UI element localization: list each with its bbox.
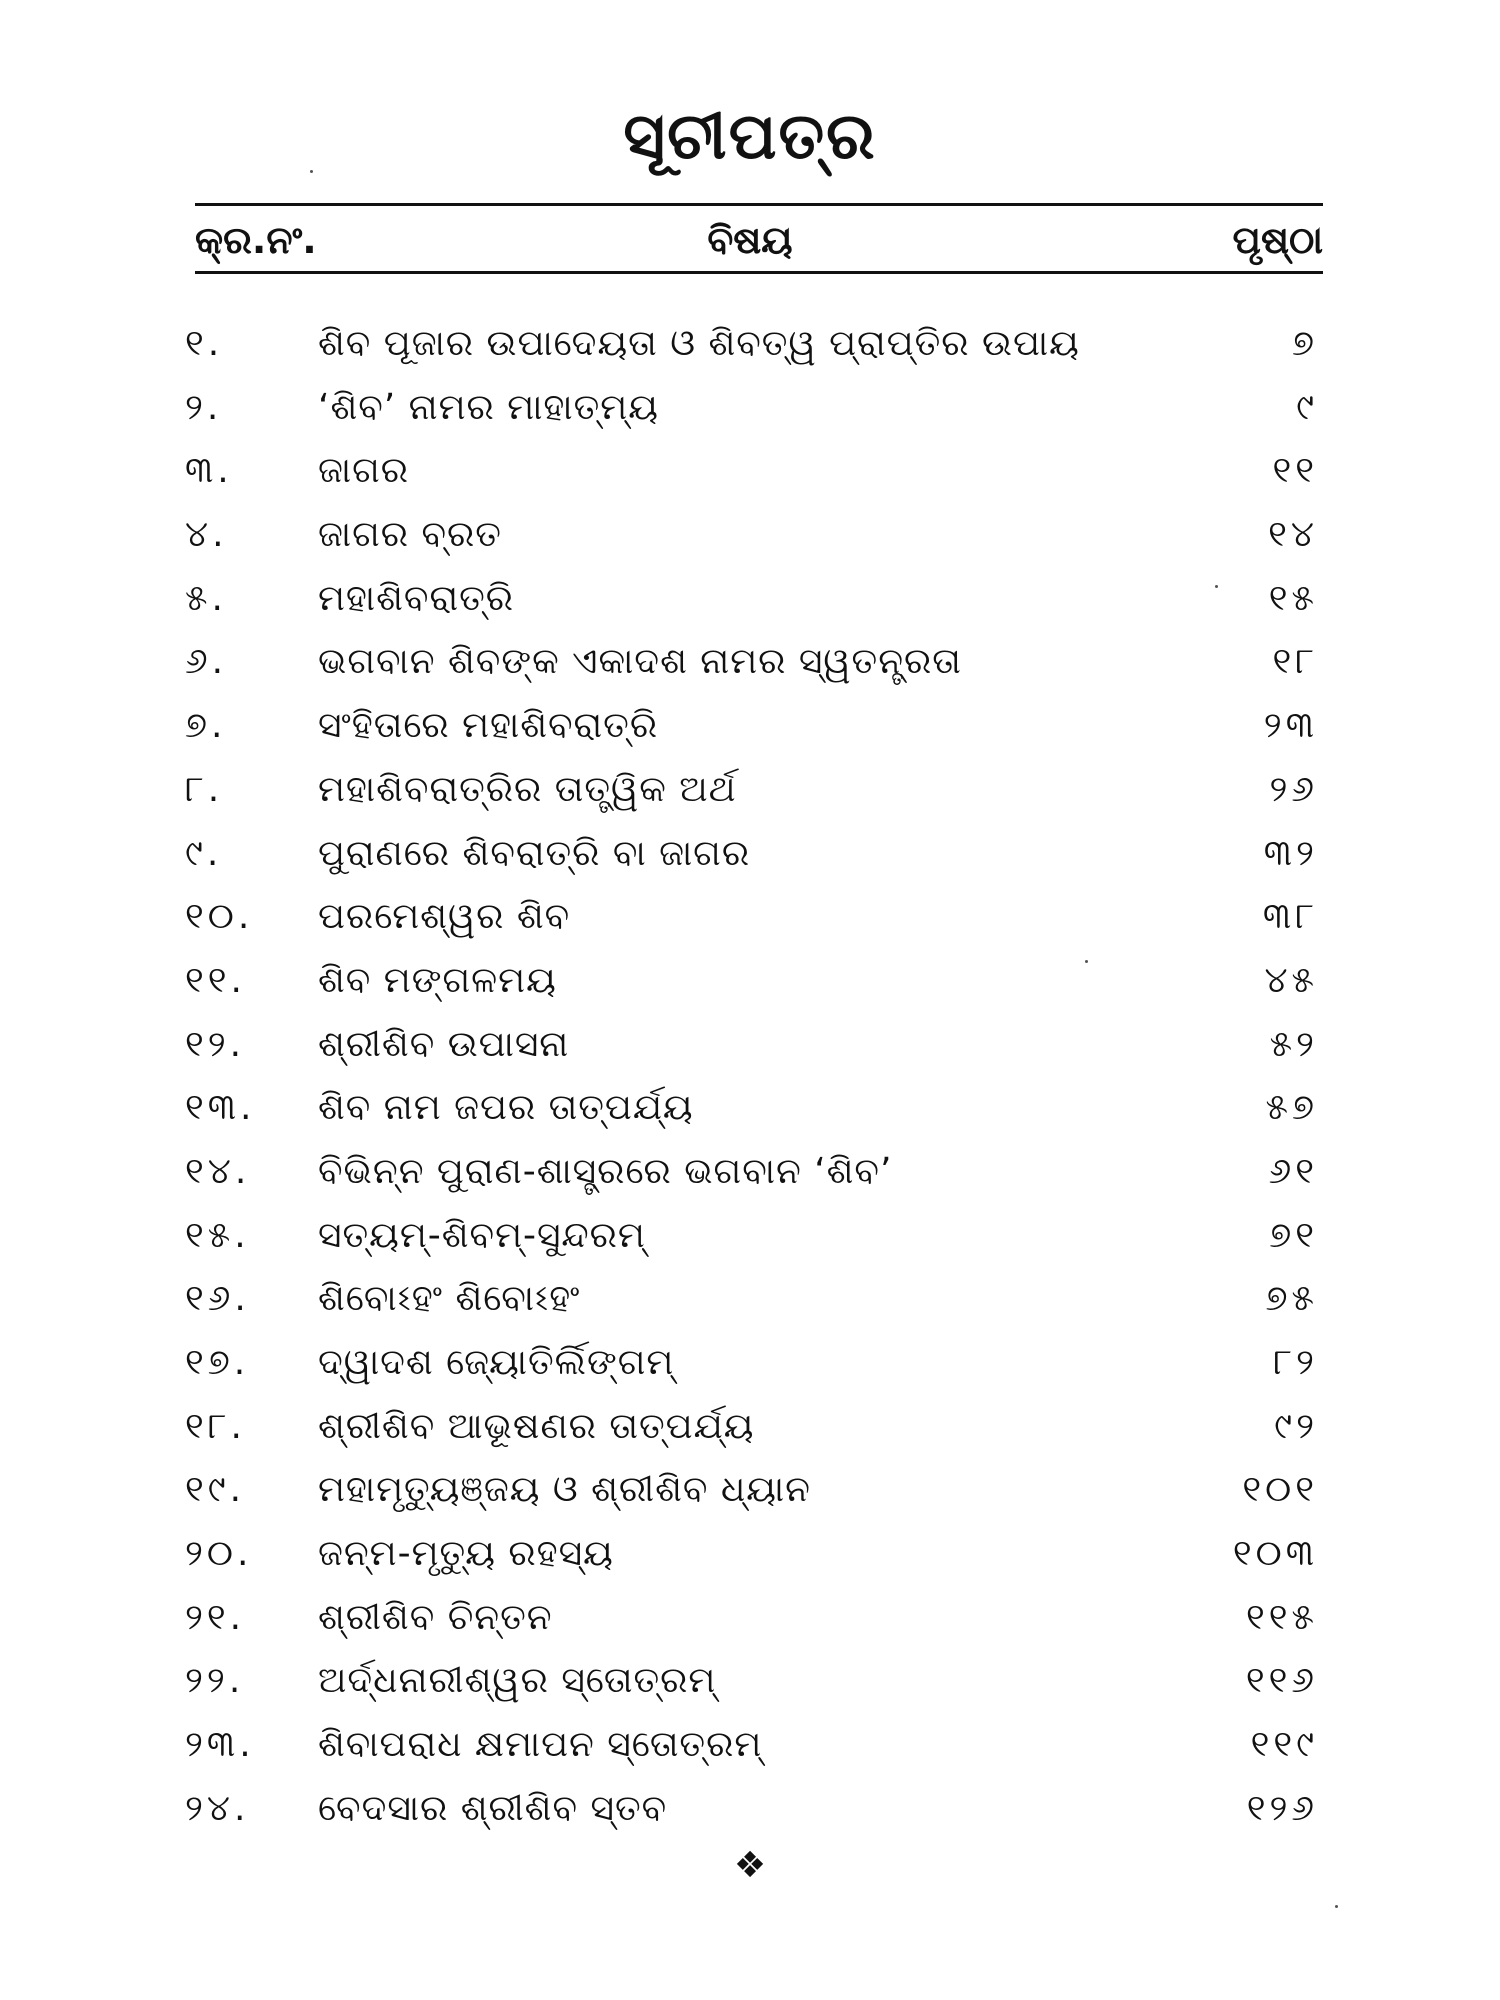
toc-row	[0, 567, 1500, 631]
toc-entry-number: ୮.	[185, 768, 224, 810]
toc-entry-page: ୧୮	[1272, 641, 1318, 683]
toc-row	[0, 1458, 1500, 1522]
header-page: ପୃଷ୍ଠା	[1232, 218, 1323, 262]
toc-row	[0, 1076, 1500, 1140]
toc-row	[0, 630, 1500, 694]
toc-entry-number: ୧୭.	[185, 1342, 250, 1383]
toc-entry-page: ୪୫	[1264, 959, 1318, 1001]
toc-entry-subject: ମହାମୃତ୍ୟୁଞ୍ଜୟ ଓ ଶ୍ରୀଶିବ ଧ୍ୟାନ	[318, 1469, 811, 1511]
toc-entry-number: ୨୨.	[185, 1660, 245, 1702]
toc-entry-subject: ଜାଗର ବ୍ରତ	[318, 514, 502, 556]
toc-row	[0, 758, 1500, 822]
toc-entry-page: ୧୦୧	[1242, 1469, 1318, 1511]
header-bottom-rule	[195, 271, 1323, 274]
toc-entry-number: ୫.	[185, 577, 227, 619]
toc-entry-page: ୧୦୩	[1232, 1533, 1318, 1575]
toc-entry-page: ୯୨	[1274, 1405, 1318, 1447]
toc-entry-page: ୧୫	[1268, 577, 1318, 619]
toc-entry-number: ୧୪.	[185, 1150, 251, 1192]
toc-row	[0, 1140, 1500, 1204]
toc-row	[0, 1267, 1500, 1331]
toc-entry-subject: ବେଦସାର ଶ୍ରୀଶିବ ସ୍ତବ	[318, 1787, 668, 1829]
footer-ornament-icon: ❖	[733, 1845, 767, 1886]
paper-speck	[310, 170, 313, 173]
toc-entry-number: ୧୯.	[185, 1469, 246, 1511]
toc-entry-page: ୧୧୯	[1250, 1724, 1318, 1766]
paper-speck	[1085, 960, 1088, 963]
toc-entry-subject: ଶିବାପରାଧ କ୍ଷମାପନ ସ୍ତୋତ୍ରମ୍	[318, 1724, 763, 1766]
toc-entry-page: ୩୨	[1263, 832, 1318, 874]
toc-row	[0, 439, 1500, 503]
toc-entry-number: ୧୮.	[185, 1405, 246, 1447]
page-title: ସୂଚୀପତ୍ର	[623, 100, 877, 174]
toc-entry-page: ୯	[1296, 386, 1318, 428]
header-top-rule	[195, 203, 1323, 206]
toc-entry-subject: ମହାଶିବରାତ୍ରି	[318, 577, 515, 619]
toc-entry-subject: ଶିବୋଽହଂ ଶିବୋଽହଂ	[318, 1278, 581, 1320]
toc-entry-number: ୧୨.	[185, 1023, 246, 1065]
toc-row	[0, 694, 1500, 758]
toc-entry-subject: ଶିବ ନାମ ଜପର ତାତ୍ପର୍ଯ୍ୟ	[318, 1087, 694, 1129]
toc-entry-number: ୧.	[185, 323, 224, 364]
toc-entry-page: ୧୧୫	[1246, 1596, 1318, 1638]
toc-entry-number: ୨୪.	[185, 1787, 250, 1829]
toc-entry-subject: ଶ୍ରୀଶିବ ଆଭୂଷଣର ତାତ୍ପର୍ଯ୍ୟ	[318, 1405, 755, 1447]
toc-row	[0, 1586, 1500, 1650]
toc-entry-subject: ମହାଶିବରାତ୍ରିର ତାତ୍ତ୍ୱିକ ଅର୍ଥ	[318, 768, 737, 810]
toc-entry-subject: ବିଭିନ୍ନ ପୁରାଣ-ଶାସ୍ତ୍ରରେ ଭଗବାନ ‘ଶିବ’	[318, 1150, 893, 1192]
toc-row	[0, 1331, 1500, 1395]
toc-entry-subject: ଶ୍ରୀଶିବ ଚିନ୍ତନ	[318, 1596, 553, 1638]
toc-entry-page: ୭୧	[1269, 1214, 1318, 1256]
toc-row	[0, 376, 1500, 440]
toc-entry-page: ୨୩	[1263, 705, 1318, 747]
toc-entry-number: ୨୦.	[185, 1533, 253, 1575]
toc-entry-number: ୧୧.	[185, 959, 246, 1001]
toc-entry-subject: ସଂହିତାରେ ମହାଶିବରାତ୍ରି	[318, 705, 659, 747]
toc-entry-page: ୩୮	[1262, 896, 1318, 938]
paper-speck	[1335, 1905, 1338, 1908]
toc-entry-number: ୩.	[185, 450, 233, 492]
toc-entry-number: ୧୫.	[185, 1214, 250, 1256]
toc-entry-page: ୮୨	[1273, 1342, 1318, 1383]
toc-row	[0, 1204, 1500, 1268]
header-subject: ବିଷୟ	[707, 218, 793, 262]
toc-entry-subject: ଶିବ ପୂଜାର ଉପାଦେୟତା ଓ ଶିବତ୍ୱ ପ୍ରାପ୍ତିର ଉପାୟ	[318, 323, 1080, 364]
toc-row	[0, 885, 1500, 949]
toc-entry-number: ୧୦.	[185, 896, 254, 938]
toc-entry-page: ୫୭	[1265, 1087, 1318, 1129]
toc-entry-number: ୨୩.	[185, 1724, 255, 1766]
paper-speck	[1215, 585, 1218, 588]
toc-entry-number: ୧୩.	[185, 1087, 256, 1129]
toc-entry-page: ୧୧୬	[1245, 1660, 1318, 1702]
toc-entry-subject: ପରମେଶ୍ୱର ଶିବ	[318, 896, 571, 938]
toc-entry-page: ୧୧	[1272, 450, 1318, 492]
toc-entry-number: ୨.	[185, 386, 223, 428]
toc-entry-subject: ଶିବ ମଙ୍ଗଳମୟ	[318, 959, 557, 1001]
toc-row	[0, 1713, 1500, 1777]
toc-entry-page: ୭୫	[1265, 1278, 1318, 1320]
toc-entry-number: ୬.	[185, 641, 228, 683]
toc-row	[0, 503, 1500, 567]
toc-entry-number: ୭.	[185, 705, 227, 747]
toc-entry-subject: ଶ୍ରୀଶିବ ଉପାସନା	[318, 1023, 570, 1065]
toc-row	[0, 312, 1500, 376]
toc-row	[0, 949, 1500, 1013]
toc-entry-subject: ସତ୍ୟମ୍-ଶିବମ୍-ସୁନ୍ଦରମ୍	[318, 1214, 646, 1256]
toc-row	[0, 1522, 1500, 1586]
toc-entry-page: ୬୧	[1268, 1150, 1318, 1192]
toc-entry-subject: ଜନ୍ମ-ମୃତ୍ୟୁ ରହସ୍ୟ	[318, 1533, 614, 1575]
toc-entry-page: ୭	[1291, 323, 1318, 364]
toc-entry-number: ୨୧.	[185, 1596, 246, 1638]
toc-entry-page: ୧୨୬	[1246, 1787, 1318, 1829]
toc-entry-number: ୧୬.	[185, 1278, 250, 1320]
toc-list	[0, 312, 1500, 1841]
toc-entry-subject: ଭଗବାନ ଶିବଙ୍କ ଏକାଦଶ ନାମର ସ୍ୱତନ୍ତ୍ରତା	[318, 641, 962, 683]
toc-entry-page: ୫୨	[1269, 1023, 1318, 1065]
toc-entry-page: ୧୪	[1268, 514, 1318, 556]
toc-entry-page: ୨୬	[1269, 768, 1318, 810]
toc-row	[0, 1777, 1500, 1841]
toc-entry-subject: ‘ଶିବ’ ନାମର ମାହାତ୍ମ୍ୟ	[318, 386, 659, 428]
toc-entry-subject: ଦ୍ୱାଦଶ ଜ୍ୟୋତିର୍ଲିଙ୍ଗମ୍	[318, 1342, 675, 1383]
toc-row	[0, 1013, 1500, 1077]
header-serial: କ୍ର.ନଂ.	[195, 218, 317, 262]
toc-entry-subject: ଅର୍ଦ୍ଧନାରୀଶ୍ୱର ସ୍ତୋତ୍ରମ୍	[318, 1660, 717, 1702]
toc-row	[0, 1649, 1500, 1713]
toc-entry-number: ୪.	[185, 514, 228, 556]
toc-entry-number: ୯.	[185, 832, 223, 874]
toc-entry-subject: ପୁରାଣରେ ଶିବରାତ୍ରି ବା ଜାଗର	[318, 832, 751, 874]
toc-row	[0, 822, 1500, 886]
toc-row	[0, 1395, 1500, 1459]
toc-entry-subject: ଜାଗର	[318, 450, 410, 492]
